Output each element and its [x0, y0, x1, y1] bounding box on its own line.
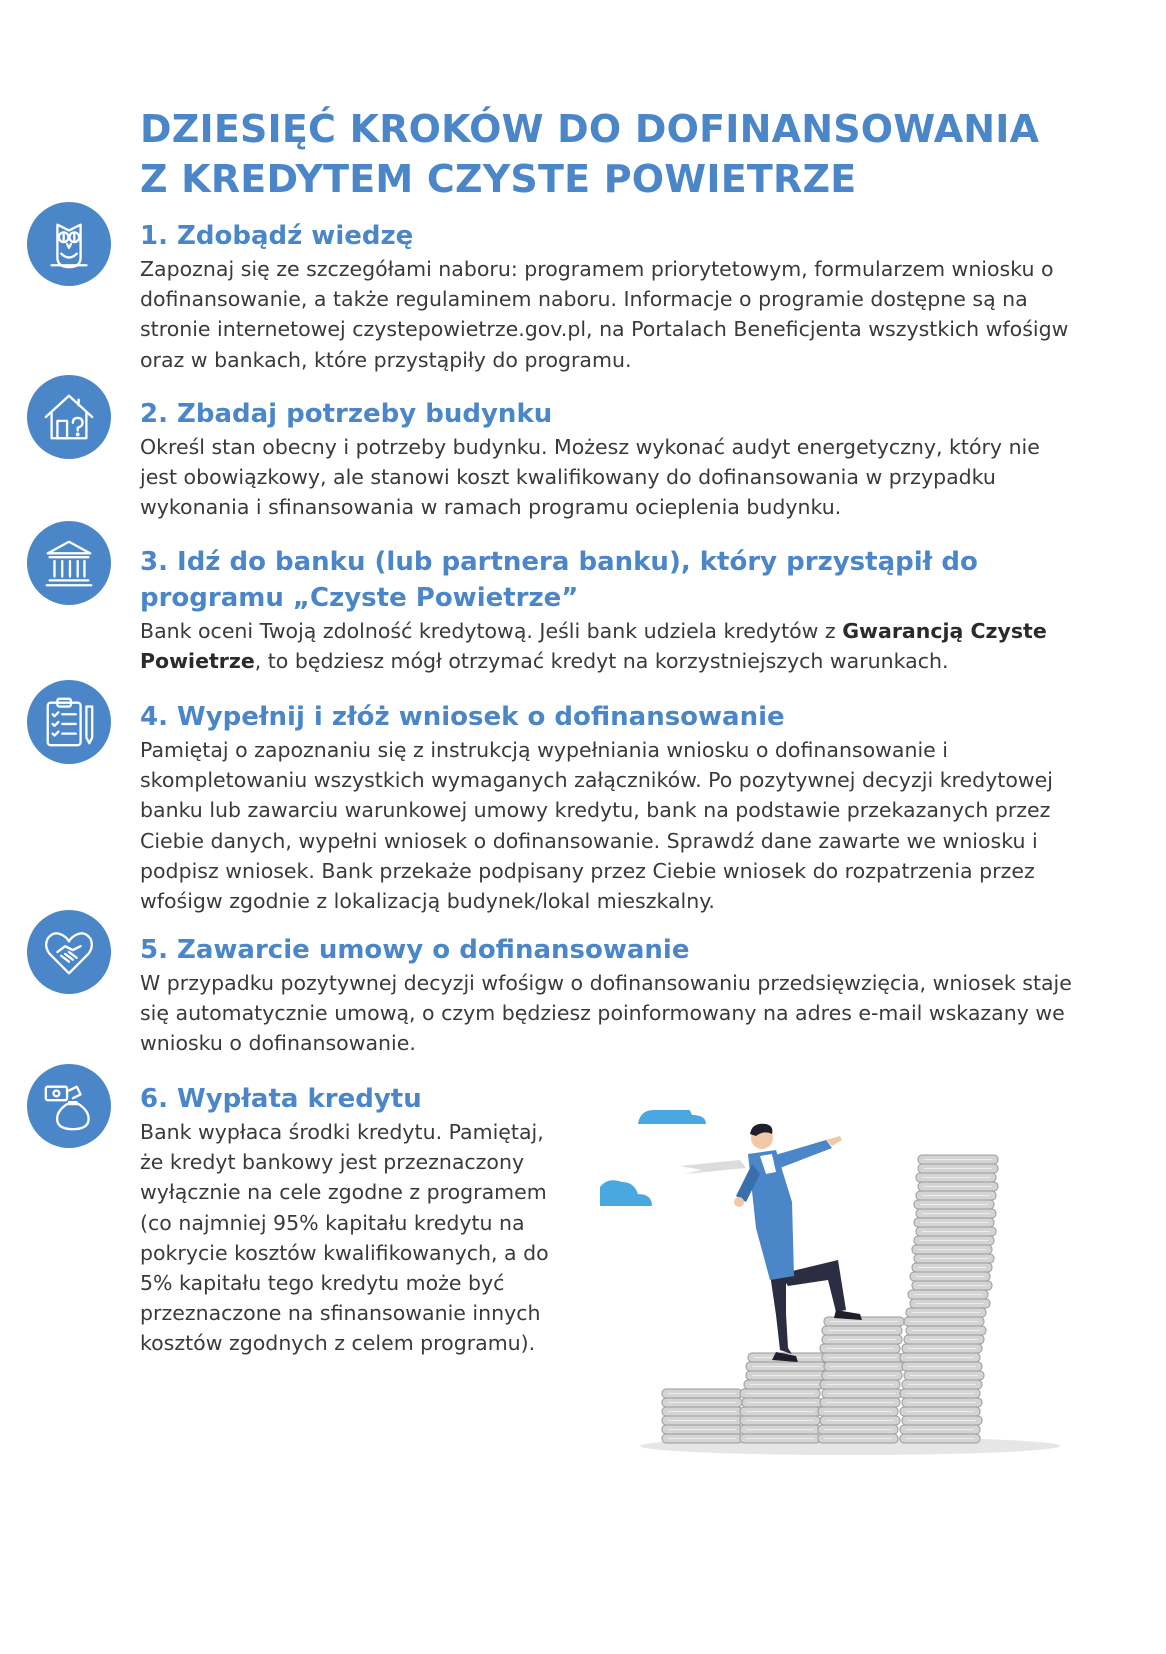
coin-stack [818, 1317, 904, 1443]
cloud-icon [638, 1110, 706, 1124]
page-title [140, 104, 1100, 204]
title-line-1: DZIESIĘĆ KROKÓW DO DOFINANSOWANIA [140, 107, 1040, 151]
step-5-heading: 5. Zawarcie umowy o dofinansowanie [140, 935, 690, 965]
step-3-body-post: , to będziesz mógł otrzymać kredyt na korzystniejszych warunkach. [254, 649, 949, 674]
step-1-heading: 1. Zdobądź wiedzę [140, 221, 414, 251]
step-2-body: Określ stan obecny i potrzeby budynku. Możesz wykonać audyt energetyczny, który nie jest obowiązkowy, ale stanowi koszt kwalifikowany do dofinansowania w przypadku wykonania i sfinansowania w ramach programu ocieplenia budynku. [140, 435, 1040, 520]
step-6 [140, 1081, 560, 1359]
step-5-body: W przypadku pozytywnej decyzji wfośigw o dofinansowaniu przedsięwzięcia, wniosek staje się automatycznie umową, o czym będziesz poinformowany na adres e-mail wskazany we wniosku o dofinansowanie. [140, 971, 1072, 1056]
owl-icon [27, 202, 111, 286]
step-4-heading: 4. Wypełnij i złóż wniosek o dofinansowanie [140, 702, 785, 732]
money-bag-icon [27, 1064, 111, 1148]
coin-stack [740, 1353, 828, 1443]
title-line-2: Z KREDYTEM CZYSTE POWIETRZE [140, 157, 857, 201]
step-4 [140, 699, 1080, 916]
step-3-body-pre: Bank oceni Twoją zdolność kredytową. Jeśli bank udziela kredytów z [140, 619, 843, 643]
clipboard-checklist-icon [27, 680, 111, 764]
step-2-heading: 2. Zbadaj potrzeby budynku [140, 399, 553, 429]
step-1 [140, 218, 1080, 375]
step-2 [140, 396, 1080, 523]
step-3-heading: 3. Idź do banku (lub partnera banku), który przystąpił do programu „Czyste Powietrze” [140, 547, 978, 613]
step-6-body: Bank wypłaca środki kredytu. Pamiętaj, że kredyt bankowy jest przeznaczony wyłącznie na cele zgodne z programem (co najmniej 95% kapitału kredytu na pokrycie kosztów kwalifikowanych, a do 5% kapitału tego kredytu może być przeznaczone na sfinansowanie innych kosztów zgodnych z celem programu). [140, 1120, 549, 1356]
house-question-icon [27, 375, 111, 459]
step-6-heading: 6. Wypłata kredytu [140, 1084, 422, 1114]
coin-stack [662, 1389, 742, 1443]
step-3-body-bold: Gwarancją Czyste Powietrze [140, 619, 1047, 674]
businessman-coins-illustration [600, 1110, 1080, 1550]
step-3-body [140, 616, 1080, 676]
bank-icon [27, 521, 111, 605]
step-5 [140, 932, 1080, 1059]
step-3 [140, 544, 1080, 676]
step-4-body: Pamiętaj o zapoznaniu się z instrukcją wypełniania wniosku o dofinansowanie i skompletowaniu wszystkich wymaganych załączników. Po pozytywnej decyzji kredytowej banku lub zawarciu warunkowej umowy kredytu, bank na podstawie przekazanych przez Ciebie danych, wypełni wniosek o dofinansowanie. Sprawdź dane zawarte we wniosku i podpisz wniosek. Bank przekaże podpisany przez Ciebie wniosek do rozpatrzenia przez wfośigw zgodnie z lokalizacją budynek/lokal mieszkalny. [140, 738, 1053, 914]
heart-handshake-icon [27, 910, 111, 994]
cloud-icon [600, 1180, 652, 1206]
step-1-body: Zapoznaj się ze szczegółami naboru: programem priorytetowym, formularzem wniosku o dofinansowanie, a także regulaminem naboru. Informacje o programie dostępne są na stronie internetowej czystepowietrze.gov.pl, na Portalach Beneficjenta wszystkich wfośigw oraz w bankach, które przystąpiły do programu. [140, 257, 1069, 372]
coin-stack [900, 1155, 998, 1443]
